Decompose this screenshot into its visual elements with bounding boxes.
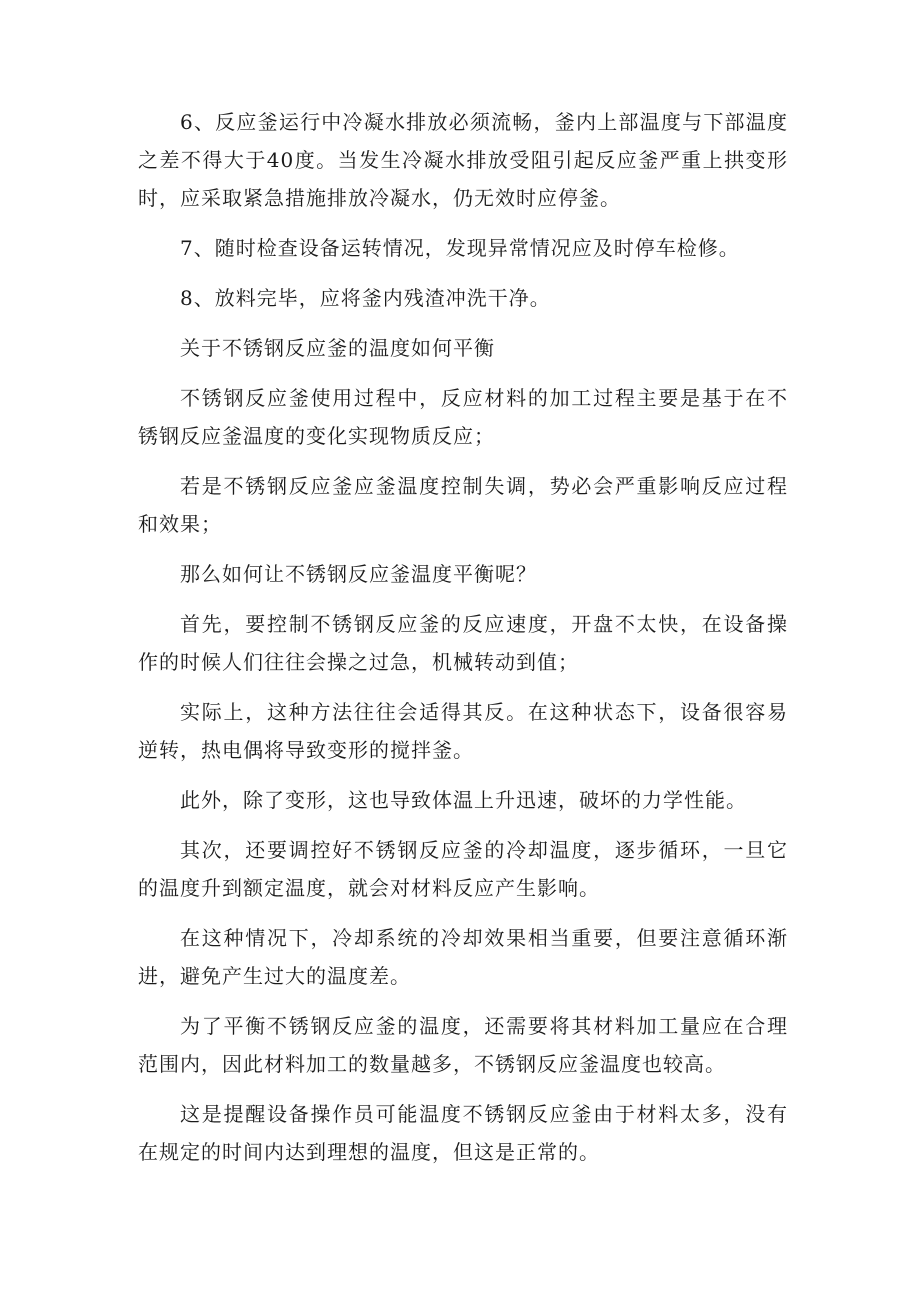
document-body <box>138 103 788 1183</box>
paragraph-item-7: 7、随时检查设备运转情况，发现异常情况应及时停车检修。 <box>180 236 740 260</box>
paragraph: 实际上，这种方法往往会适得其反。在这种状态下，设备很容易逆转，热电偶将导致变形的搅拌釜。 <box>138 700 788 762</box>
paragraph: 这是提醒设备操作员可能温度不锈钢反应釜由于材料太多，没有在规定的时间内达到理想的温度，但这是正常的。 <box>138 1102 788 1164</box>
paragraph: 首先，要控制不锈钢反应釜的反应速度，开盘不太快，在设备操作的时候人们往往会操之过急，机械转动到值； <box>138 612 788 674</box>
paragraph-item-8: 8、放料完毕，应将釜内残渣冲洗干净。 <box>180 286 551 310</box>
paragraph: 若是不锈钢反应釜应釜温度控制失调，势必会严重影响反应过程和效果； <box>138 474 788 536</box>
paragraph: 在这种情况下，冷却系统的冷却效果相当重要，但要注意循环渐进，避免产生过大的温度差。 <box>138 926 788 988</box>
paragraph-item-6: 6、反应釜运行中冷凝水排放必须流畅，釜内上部温度与下部温度之差不得大于40度。当发生冷凝水排放受阻引起反应釜严重上拱变形时，应采取紧急措施排放冷凝水，仍无效时应停釜。 <box>138 110 788 210</box>
section-heading: 关于不锈钢反应釜的温度如何平衡 <box>180 336 495 360</box>
paragraph: 其次，还要调控好不锈钢反应釜的冷却温度，逐步循环，一旦它的温度升到额定温度，就会对材料反应产生影响。 <box>138 838 788 900</box>
paragraph-question: 那么如何让不锈钢反应釜温度平衡呢？ <box>180 562 537 586</box>
paragraph-intro: 不锈钢反应釜使用过程中，反应材料的加工过程主要是基于在不锈钢反应釜温度的变化实现物质反应； <box>138 386 788 448</box>
paragraph: 为了平衡不锈钢反应釜的温度，还需要将其材料加工量应在合理范围内，因此材料加工的数量越多，不锈钢反应釜温度也较高。 <box>138 1014 788 1076</box>
paragraph: 此外，除了变形，这也导致体温上升迅速，破坏的力学性能。 <box>180 788 747 812</box>
